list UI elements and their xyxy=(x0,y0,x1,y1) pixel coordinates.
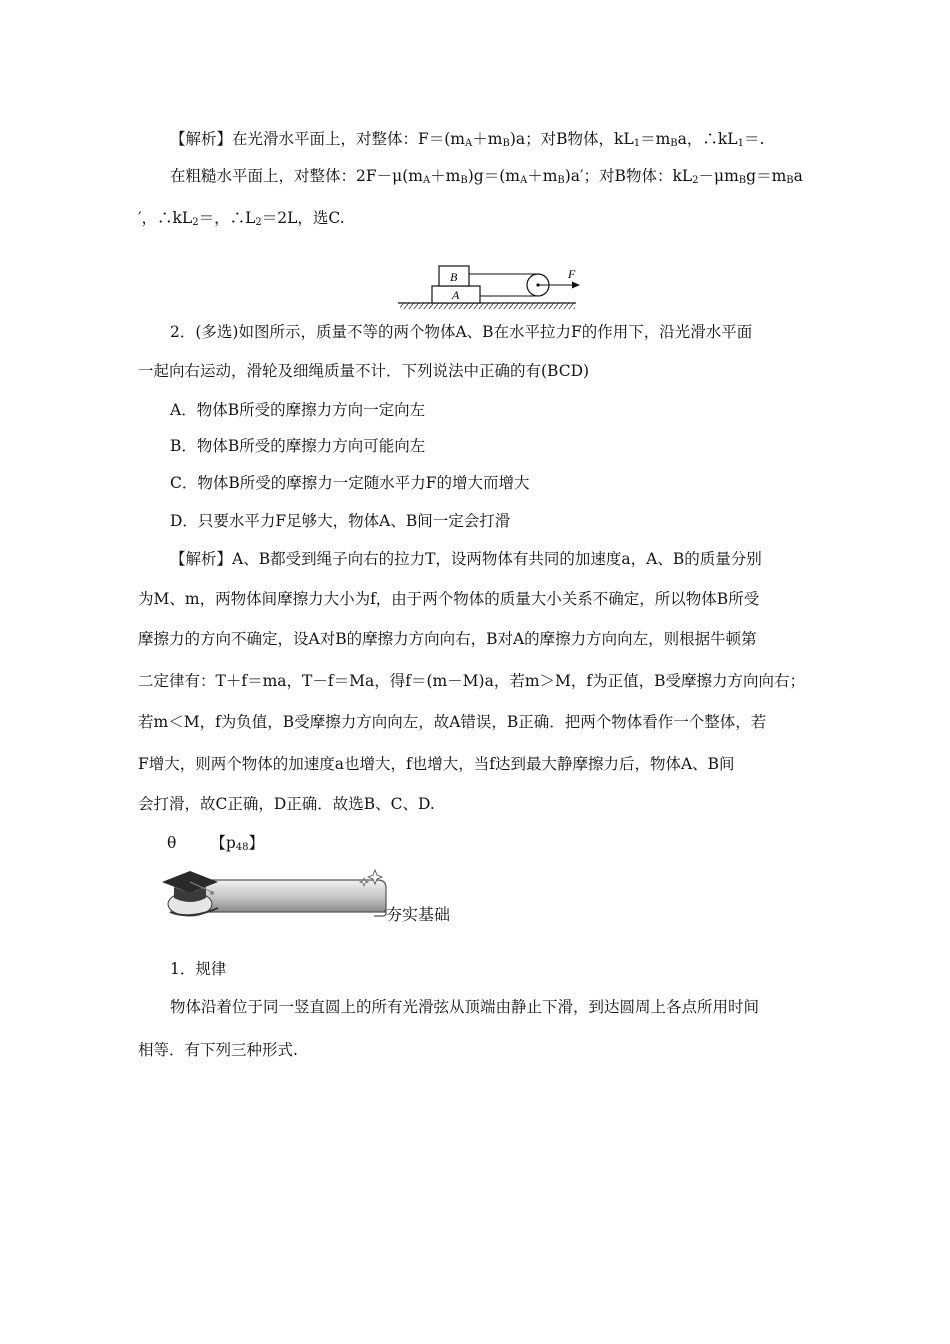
label-a: A xyxy=(452,288,460,302)
force-arrow-head xyxy=(572,282,580,289)
text-run: g＝m xyxy=(746,167,787,185)
rule-text-line1: 物体沿着位于同一竖直圆上的所有光滑弦从顶端由静止下滑，到达圆周上各点所用时间 xyxy=(170,998,760,1016)
option-a: A．物体B所受的摩擦力方向一定向左 xyxy=(170,401,426,419)
subscript: B xyxy=(670,138,678,149)
pulley-blocks-figure xyxy=(398,262,598,312)
analysis2-line4: 二定律有：T＋f＝ma，T－f＝Ma，得f＝(m－M)a，若m＞M，f为正值，B受摩擦力方向向右； xyxy=(138,672,806,690)
text-run: ＋m xyxy=(472,130,503,148)
option-b: B．物体B所受的摩擦力方向可能向左 xyxy=(170,437,426,455)
text-run: 在粗糙水平面上，对整体：2F－μ(m xyxy=(170,167,423,185)
text-run: )a′；对B物体：kL xyxy=(564,167,693,185)
subscript: A xyxy=(519,175,528,186)
text-run: 【解析】在光滑水平面上，对整体：F＝(m xyxy=(170,130,466,148)
subscript: A xyxy=(422,175,431,186)
subscript: 1 xyxy=(737,138,744,149)
subscript: B xyxy=(738,175,747,186)
text-run: ＋m xyxy=(430,167,461,185)
analysis2-line7: 会打滑，故C正确，D正确．故选B、C、D. xyxy=(138,795,435,813)
ground-hatching xyxy=(400,303,575,309)
rule-heading: 1．规律 xyxy=(170,960,227,978)
text-run: －μm xyxy=(698,167,739,185)
text-run: ＋m xyxy=(527,167,558,185)
text-run: ′，∴kL xyxy=(138,209,193,227)
label-b: B xyxy=(450,270,458,284)
text-run: a，∴kL xyxy=(677,130,738,148)
analysis1-line3 xyxy=(138,208,345,233)
label-f: F xyxy=(568,267,576,281)
option-d: D．只要水平力F足够大，物体A、B间一定会打滑 xyxy=(170,512,511,530)
text-run: )a；对B物体，kL xyxy=(509,130,634,148)
analysis2-line1: 【解析】A、B都受到绳子向右的拉力T，设两物体有共同的加速度a，A、B的质量分别 xyxy=(170,550,762,568)
subscript: 2 xyxy=(692,175,699,186)
banner-bar xyxy=(200,880,386,912)
subscript: 2 xyxy=(255,217,262,228)
analysis1-line2 xyxy=(170,166,803,191)
text-run: ＝. xyxy=(743,130,765,148)
subscript: B xyxy=(502,138,510,149)
rule-text-line2: 相等．有下列三种形式. xyxy=(138,1041,298,1059)
text-run: 】 xyxy=(248,834,265,852)
section-banner xyxy=(160,862,395,922)
text-run: ＝，∴L xyxy=(198,209,256,227)
page-number: 48 xyxy=(235,842,249,853)
analysis2-line3: 摩擦力的方向不确定，设A对B的摩擦力方向向右，B对A的摩擦力方向向左，则根据牛顿第 xyxy=(138,630,757,648)
question2-stem-line2: 一起向右运动，滑轮及细绳质量不计．下列说法中正确的有(BCD) xyxy=(138,362,590,380)
text-run: ＝2L，选C. xyxy=(261,209,345,227)
subscript: B xyxy=(557,175,565,186)
text-run: 【p xyxy=(210,834,236,852)
text-run: )g＝(m xyxy=(467,167,520,185)
option-c: C．物体B所受的摩擦力一定随水平力F的增大而增大 xyxy=(170,474,530,492)
subscript: 1 xyxy=(633,138,641,149)
analysis2-line6: F增大，则两个物体的加速度a也增大，f也增大，当f达到最大静摩擦力后，物体A、B间 xyxy=(138,755,735,773)
analysis1-line1 xyxy=(170,129,764,154)
subscript: B xyxy=(460,175,468,186)
theta-symbol: θ xyxy=(167,834,177,852)
page-reference xyxy=(167,833,264,858)
subscript: 2 xyxy=(192,217,199,228)
subscript: B xyxy=(786,175,794,186)
text-run: a xyxy=(793,167,803,185)
subscript: A xyxy=(465,138,473,149)
text-run: ＝m xyxy=(640,130,671,148)
question2-stem-line1: 2．(多选)如图所示，质量不等的两个物体A、B在水平拉力F的作用下，沿光滑水平面 xyxy=(170,323,753,341)
section-title: 夯实基础 xyxy=(386,905,451,924)
analysis2-line2: 为M、m，两物体间摩擦力大小为f，由于两个物体的质量大小关系不确定，所以物体B所受 xyxy=(138,590,760,608)
analysis2-line5: 若m＜M，f为负值，B受摩擦力方向向左，故A错误，B正确．把两个物体看作一个整体，若 xyxy=(138,713,767,731)
